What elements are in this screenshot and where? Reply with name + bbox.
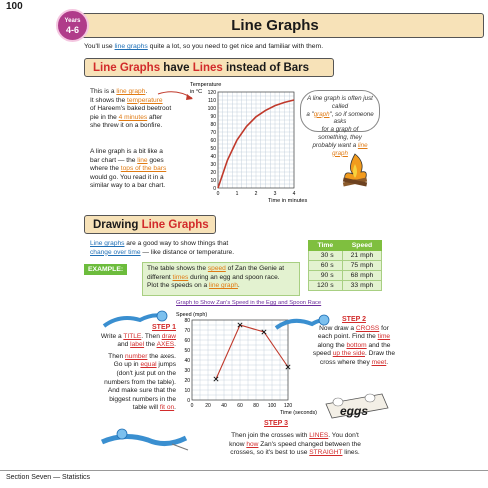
- temp-y-tick-label: 100: [207, 105, 216, 112]
- temp-y-tick-label: 40: [210, 153, 216, 160]
- speed-y-tick-label: 0: [187, 397, 190, 404]
- step2-text: STEP 2 Now draw a CROSS for each point. Find the time along the bottom and the speed up the side. Draw the cross where they meet.: [306, 316, 402, 368]
- temp-y-tick-label: 30: [210, 161, 216, 168]
- intro-text: You'll use line graphs quite a lot, so you need to get nice and familiar with them.: [84, 43, 324, 50]
- speed-x-tick-label: 80: [253, 403, 259, 409]
- temp-y-tick-label: 80: [210, 121, 216, 128]
- temp-y-tick-label: 0: [213, 185, 216, 192]
- speed-xlabel: Time (seconds): [280, 410, 317, 416]
- footer-divider: [0, 470, 488, 471]
- step1-title: STEP 1: [152, 324, 176, 331]
- speed-x-tick-label: 100: [267, 403, 277, 409]
- temperature-ylabel-2: in °C: [190, 89, 203, 95]
- footer-section-label: Section Seven — Statistics: [6, 474, 91, 481]
- speed-y-tick-label: 10: [184, 387, 190, 394]
- bonfire-illustration: [335, 150, 375, 195]
- temperature-chart: [188, 78, 308, 204]
- step3-text: Then join the crosses with LINES. You don't know how Zan's speed changed between the crosses, so it's best to use STRAIGHT lines.: [229, 432, 361, 457]
- speed-ylabel: Speed (mph): [176, 312, 208, 318]
- badge-label: Years: [64, 18, 81, 24]
- speed-y-tick-label: 60: [184, 337, 190, 344]
- temperature-grid: [218, 92, 294, 188]
- temp-y-tick-label: 20: [210, 169, 216, 176]
- table-row: 120 s 33 mph: [309, 281, 382, 291]
- page-number: 100: [6, 1, 23, 12]
- paragraph-bar-comparison: A line graph is a bit like a bar chart — the line goes where the tops of the bars would go. You read it in a similar way to a bar chart.: [90, 148, 167, 190]
- eggs-label: eggs: [340, 404, 369, 418]
- temp-y-tick-label: 70: [210, 129, 216, 136]
- temperature-xlabel: Time in minutes: [268, 198, 308, 204]
- speed-chart-title: Graph to Show Zan's Speed in the Egg and Spoon Race: [176, 300, 322, 306]
- step2-title: STEP 2: [342, 316, 366, 323]
- section-heading-1: Line Graphs have Lines instead of Bars: [93, 62, 310, 74]
- example-box: The table shows the speed of Zan the Genie at different times during an egg and spoon race. Plot the speeds on a line graph.: [142, 262, 300, 296]
- paragraph-line-graph-intro: This is a line graph. It shows the temperature of Hareem's baked beetroot pie in the 4 minutes after she threw it on a bonfire.: [90, 88, 172, 130]
- badge-years: 4-6: [65, 25, 79, 35]
- genie-riding-illustration: [96, 424, 192, 456]
- temp-x-tick-label: 1: [235, 191, 239, 197]
- step1-text: STEP 1 Write a TITLE. Then draw and label the AXES. Then number the axes. Go up in equal jumps (don't just put on the numbers from the table). And make sure that the biggest numbers in the table will fit on.: [92, 324, 176, 413]
- temp-y-tick-label: 90: [210, 113, 216, 120]
- table-row: 60 s 75 mph: [309, 261, 382, 271]
- speed-y-tick-label: 20: [184, 377, 190, 384]
- step3-title: STEP 3: [264, 420, 288, 427]
- speed-y-tick-label: 40: [184, 357, 190, 364]
- speed-y-tick-label: 50: [184, 347, 190, 354]
- speed-x-tick-label: 120: [283, 403, 293, 409]
- temp-y-tick-label: 110: [208, 97, 216, 104]
- year-badge: [56, 9, 89, 42]
- temp-y-tick-label: 120: [207, 89, 216, 96]
- speed-y-tick-label: 80: [184, 317, 190, 324]
- temp-x-tick-label: 0: [216, 191, 220, 197]
- temp-y-tick-label: 50: [210, 145, 216, 152]
- table-row: 30 s 21 mph: [309, 251, 382, 261]
- temp-y-tick-label: 10: [210, 177, 216, 184]
- temp-y-tick-label: 60: [210, 137, 216, 144]
- speed-y-tick-label: 30: [184, 367, 190, 374]
- temp-x-tick-label: 4: [292, 191, 296, 197]
- temperature-ylabel-1: Temperature: [190, 82, 222, 88]
- page-title: Line Graphs: [231, 17, 319, 34]
- speed-x-tick-label: 0: [190, 403, 194, 409]
- temp-x-tick-label: 3: [273, 191, 277, 197]
- speed-y-tick-label: 70: [184, 327, 190, 334]
- table-row: 90 s 68 mph: [309, 271, 382, 281]
- example-label: EXAMPLE:: [84, 264, 127, 275]
- section-heading-2: Drawing Line Graphs: [93, 219, 209, 231]
- speed-x-tick-label: 40: [221, 403, 227, 409]
- pointer-arrow: [156, 86, 196, 106]
- speed-x-tick-label: 20: [205, 403, 211, 409]
- table-header-time: Time: [309, 241, 343, 251]
- title-banner: [66, 13, 484, 38]
- note-cloud: A line graph is often just called a "graph", so if someone asks for a graph of something, they probably want a line graph: [300, 90, 380, 132]
- speed-x-tick-label: 60: [237, 403, 243, 409]
- paragraph-drawing-intro: Line graphs are a good way to show things that change over time — like distance or temperature.: [90, 240, 235, 256]
- table-header-speed: Speed: [342, 241, 382, 251]
- section-banner-1: [84, 58, 334, 77]
- speed-table: [308, 240, 382, 291]
- intro-link: line graphs: [114, 43, 148, 50]
- temp-x-tick-label: 2: [254, 191, 258, 197]
- section-banner-2: [84, 215, 216, 234]
